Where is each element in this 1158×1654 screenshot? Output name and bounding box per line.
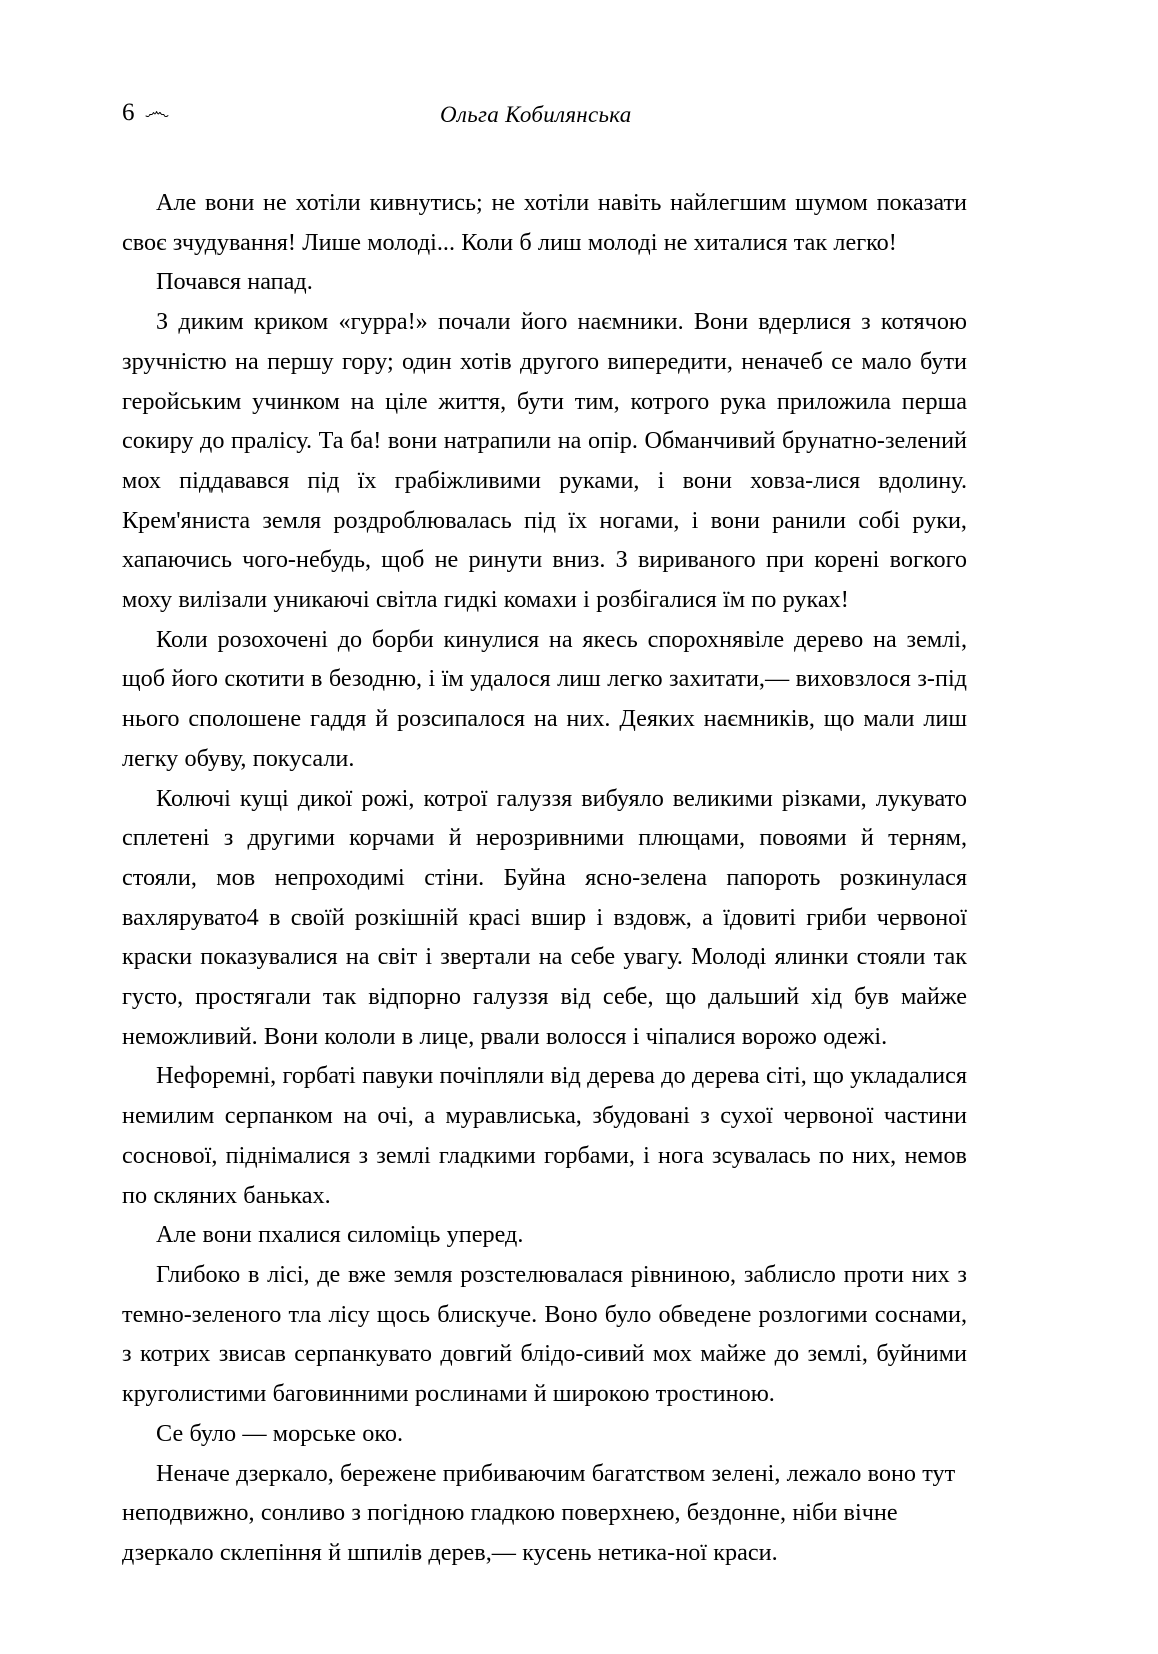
folio-group bbox=[122, 100, 168, 125]
page-number: 6 bbox=[122, 99, 135, 126]
paragraph: Неначе дзеркало, бережене прибиваючим багатством зелені, лежало воно тут неподвижно, сонливо з погідною гладкою поверхнею, бездонне, ніби вічне дзеркало склепіння й шпилів дерев,— кусень нетика-ної краси. bbox=[122, 1459, 956, 1566]
body-text-block bbox=[122, 183, 967, 1573]
paragraph: Але вони не хотіли кивнутись; не хотіли навіть найлегшим шумом показати своє зчудування! Лише молоді... Коли б лиш молоді не хиталися так легко! bbox=[122, 189, 967, 256]
paragraph: Почався напад. bbox=[156, 268, 313, 296]
paragraph: Се було — морське око. bbox=[156, 1419, 404, 1447]
paragraph: Глибоко в лісі, де вже земля розстелювалася рівниною, заблисло проти них з темно-зеленого тла лісу щось блискуче. Воно було обведене розлогими соснами, з котрих звисав серпанкувато довгий блідо-сивий мох майже до землі, буйними круголистими баговинними рослинами й широкою тростиною. bbox=[122, 1260, 967, 1408]
running-header-author: Ольга Кобилянська bbox=[440, 102, 632, 127]
fleuron-ornament-icon: ෴ bbox=[144, 99, 170, 125]
paragraph: Коли розохочені до борби кинулися на якесь спорохнявіле дерево на землі, щоб його скотити в безодню, і їм удалося лиш легко захитати,— виховзлося з-під нього сполошене гаддя й розсипалося на них. Деяких наємників, що мали лиш легку обуву, покусали. bbox=[122, 625, 967, 772]
running-header bbox=[122, 100, 967, 140]
paragraph: Нефоремні, горбаті павуки почіпляли від дерева до дерева сіті, що укладалися немилим серпанком на очі, а муравлиська, збудовані з сухої червоної частини соснової, піднімалися з землі гладкими горбами, і нога зсувалась по них, немов по скляних баньках. bbox=[122, 1062, 967, 1209]
paragraph: З диким криком «гурра!» почали його наємники. Вони вдерлися з котячою зручністю на першу гору; один хотів другого випередити, неначеб се мало бути геройським учинком на ціле життя, бути тим, котрого рука приложила перша сокиру до пралісу. Та ба! вони натрапили на опір. Обманчивий брунатно-зелений мох піддавався під їх грабіжливими руками, і вони ховза-лися вдолину. Крем'яниста земля роздроблювалась під їх ногами, і вони ранили собі руки, хапаючись чого-небудь, щоб не ринути вниз. З вириваного при корені вогкого моху вилізали уникаючі світла гидкі комахи і розбігалися їм по руках! bbox=[122, 308, 967, 614]
paragraph: Але вони пхалися силоміць уперед. bbox=[156, 1221, 524, 1249]
paragraph: Колючі кущі дикої рожі, котрої галуззя вибуяло великими різками, лукувато сплетені з другими корчами й нерозривними плющами, повоями й терням, стояли, мов непроходимі стіни. Буйна ясно-зелена папороть розкинулася вахлярувато4 в своїй розкішній красі вшир і вздовж, а їдовиті гриби червоної краски показувалися на світ і звертали на себе увагу. Молоді ялинки стояли так густо, простягали так відпорно галуззя від себе, що дальший хід був майже неможливий. Вони кололи в лице, рвали волосся і чіпалися ворожо одежі. bbox=[122, 784, 967, 1050]
